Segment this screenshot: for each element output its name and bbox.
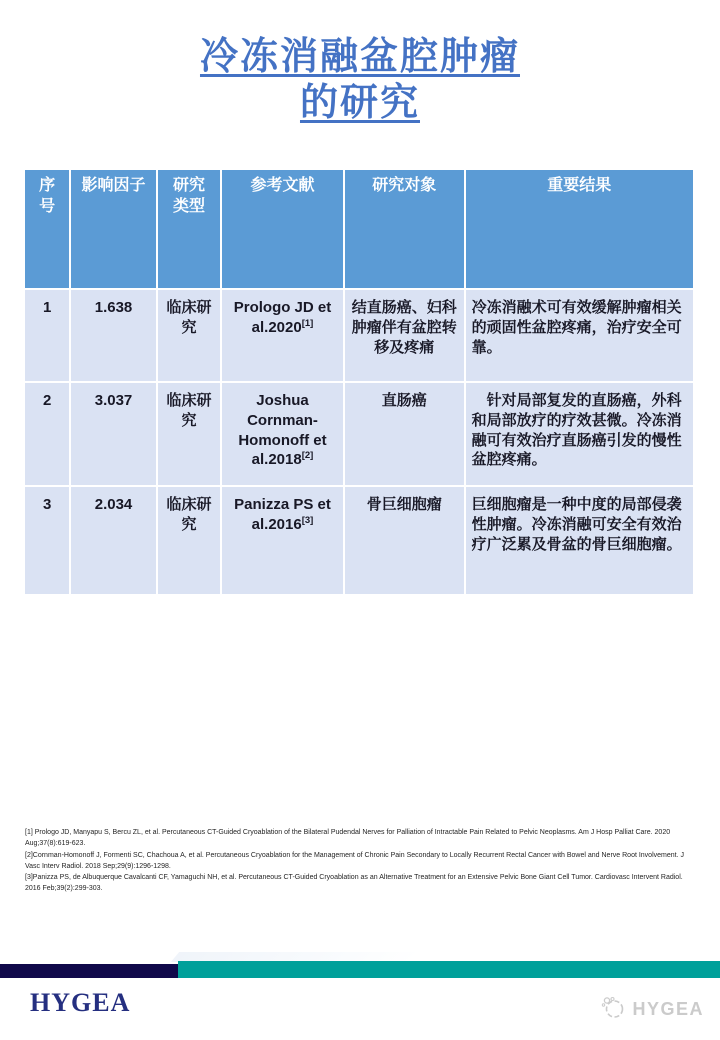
- cell-impact-factor: 1.638: [71, 290, 156, 381]
- reference-text: Prologo JD et al.2020: [233, 299, 332, 336]
- cell-subject: 骨巨细胞瘤: [345, 487, 464, 594]
- footer-bar-navy: [0, 964, 178, 978]
- reference-text: Joshua Cornman-Homonoff et al.2018: [238, 392, 327, 469]
- cell-reference: [222, 487, 343, 594]
- cell-impact-factor: 2.034: [71, 487, 156, 594]
- studies-table: [23, 168, 695, 596]
- hygea-watermark-text: HYGEA: [632, 999, 704, 1019]
- cell-impact-factor: 3.037: [71, 383, 156, 485]
- footnote-3: [3]Panizza PS, de Albuquerque Cavalcanti CF, Yamaguchi NH, et al. Percutaneous CT-Guided Cryoablation as an Alternative Treatment for an Extensive Pelvic Bone Giant Cell Tumor. Cardiovasc Intervent Radiol. 2016 Feb;39(2):299-303.: [25, 874, 683, 893]
- cell-study-type: 临床研究: [158, 290, 220, 381]
- header-no: 序号: [25, 170, 69, 288]
- footer-bar-teal: [178, 961, 720, 978]
- page-title-line1: 冷冻消融盆腔肿瘤: [199, 36, 520, 78]
- reference-citation-sup: [2]: [301, 450, 314, 462]
- cell-reference: [222, 383, 343, 485]
- cell-study-type: 临床研究: [158, 383, 220, 485]
- cell-key-result: 冷冻消融术可有效缓解肿瘤相关的顽固性盆腔疼痛，治疗安全可靠。: [466, 290, 693, 381]
- table-row: [25, 487, 693, 594]
- table-row: [25, 290, 693, 381]
- cell-no: 1: [25, 290, 69, 381]
- cell-study-type: 临床研究: [158, 487, 220, 594]
- footnote-1: [1] Prologo JD, Manyapu S, Bercu ZL, et al. Percutaneous CT-Guided Cryoablation of the Bilateral Pudendal Nerves for Palliation of Intractable Pain Related to Pelvic Neoplasms. Am J Hosp Palliat Care. 2020 Aug;37(8):619-623.: [25, 829, 671, 847]
- footnotes: [25, 828, 699, 896]
- reference-citation-sup: [1]: [301, 317, 314, 329]
- hygea-watermark: [600, 994, 704, 1025]
- cell-subject: 直肠癌: [345, 383, 464, 485]
- hygea-logo-text: HYGEA: [30, 988, 131, 1017]
- cell-subject: 结直肠癌、妇科肿瘤伴有盆腔转移及疼痛: [345, 290, 464, 381]
- cell-no: 3: [25, 487, 69, 594]
- cell-key-result: 针对局部复发的直肠癌，外科和局部放疗的疗效甚微。冷冻消融可有效治疗直肠癌引发的慢性盆腔疼痛。: [466, 383, 693, 485]
- reference-citation-sup: [3]: [301, 514, 314, 526]
- header-study-type: 研究类型: [158, 170, 220, 288]
- page-title: [0, 34, 720, 127]
- footnote-2: [2]Cornman-Homonoff J, Formenti SC, Chachoua A, et al. Percutaneous Cryoablation for the Management of Chronic Pain Secondary to Locally Recurrent Rectal Cancer with Bowel and Nerve Root Involvement. J Vasc Interv Radiol. 2018 Sep;29(9):1296-1298.: [25, 851, 684, 870]
- cell-reference: [222, 290, 343, 381]
- hygea-watermark-icon: [600, 994, 626, 1025]
- cell-no: 2: [25, 383, 69, 485]
- table-header-row: [25, 170, 693, 288]
- table-row: [25, 383, 693, 485]
- page-title-line2: 的研究: [299, 82, 420, 125]
- header-reference: 参考文献: [222, 170, 343, 288]
- reference-text: Panizza PS et al.2016: [234, 496, 331, 533]
- cell-key-result: 巨细胞瘤是一种中度的局部侵袭性肿瘤。冷冻消融可安全有效治疗广泛累及骨盆的骨巨细胞瘤。: [466, 487, 693, 594]
- header-subject: 研究对象: [345, 170, 464, 288]
- header-impact-factor: 影响因子: [71, 170, 156, 288]
- header-key-result: 重要结果: [466, 170, 693, 288]
